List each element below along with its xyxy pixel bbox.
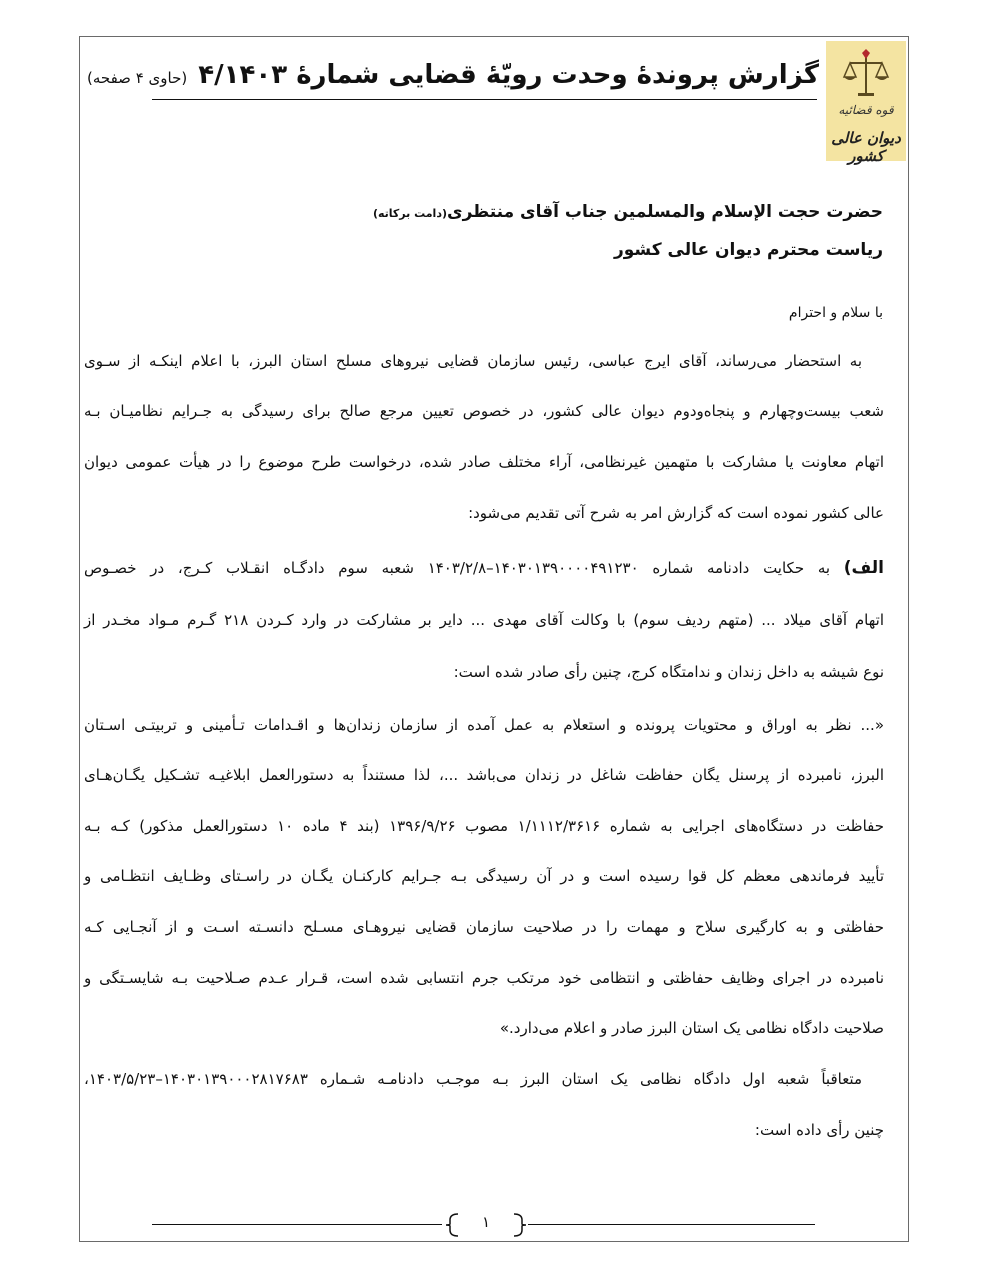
body-line: اتهام آقای میلاد ... (متهم ردیف سوم) با وکالت آقای مهدی ... دایر بر مشارکت در وارد کـردن ۲۱۸ گـرم مـواد مخـدر از [84, 611, 884, 629]
body-line: متعاقباً شعبه اول دادگاه نظامی یک استان البرز بـه موجـب دادنامـه شـماره ۱۴۰۳۰۱۳۹۰۰۰۲۸۱۷۶۸۳–۱۴۰۳/۵/۲۳، [84, 1070, 862, 1088]
quoted-line: حفاظت در دستگاه‌های اجرایی به شماره ۱/۱۱۱۲/۳۶۱۶ مصوب ۱۳۹۶/۹/۲۶ (بند ۴ ماده ۱۰ دستورالعمل مذکور) کـه بـه [84, 817, 885, 835]
body-line-text: به حکایت دادنامه شماره ۱۴۰۳۰۱۳۹۰۰۰۰۴۹۱۲۳۰–۱۴۰۳/۲/۸ شعبه سوم دادگـاه انقـلاب کـرج، در خصـوص [84, 559, 831, 577]
quoted-line: صلاحیت دادگاه نظامی یک استان البرز صادر و اعلام می‌دارد.» [499, 1019, 884, 1037]
emblem-text-supreme-court: دیوان عالی کشور [831, 129, 901, 165]
addressee-name: حضرت حجت الإسلام والمسلمین جناب آقای منتظری [447, 202, 883, 222]
emblem-text-judiciary: قوه قضائیه [838, 103, 894, 117]
quoted-line: حفاظتی و به کارگیری سلاح و مهمات را در صلاحیت سازمان قضایی نیروهـای مسـلح دانسـته اسـت و از آنجـایی کـه [84, 918, 884, 936]
addressee-line [373, 202, 883, 222]
addressee-honorific: (دامت برکاته) [372, 207, 447, 220]
body-line: عالی کشور نموده است که گزارش امر به شرح آتی تقدیم می‌شود: [468, 504, 884, 522]
body-line: نوع شیشه به داخل زندان و ندامتگاه کرج، چنین رأی صادر شده است: [453, 663, 884, 681]
quoted-line: تأیید فرماندهی معظم کل قوا رسیده است و در آن رسیدگی بـه جـرایم کارکنـان یگـان در راسـتای وظـایف انتظـامی و [84, 867, 884, 885]
quoted-line: نامبرده در اجرای وظایف حفاظتی و انتظامی خود مرتکب جرم انتسابی شده است، قـرار عـدم صـلاحیت بـه شایسـتگی و [84, 969, 884, 987]
footer-rule-right [528, 1224, 815, 1225]
title-underline [152, 99, 817, 100]
body-line: شعب بیست‌وچهارم و پنجاه‌ودوم دیوان عالی کشور، در خصوص تعیین مرجع صالح برای رسیدگی به جـرایم نظامیـان بـه [84, 402, 884, 420]
title-page-count: (حاوی ۴ صفحه) [87, 69, 188, 87]
section-marker: الف) [843, 558, 884, 578]
quoted-line: «... نظر به اوراق و محتویات پرونده و استعلام به عمل آمده از سازمان زندان‌ها و اقـدامات تـأمینی و تربیتـی اسـتان [84, 716, 884, 734]
addressee-position: ریاست محترم دیوان عالی کشور [613, 240, 883, 260]
footer-rule-left [152, 1224, 442, 1225]
quoted-line: البرز، نامبرده از پرسنل یگان حفاظت شاغل در زندان می‌باشد ...، لذا مستنداً به دستورالعمل ابلاغیـه تشـکیل یگـان‌هـای [84, 766, 884, 784]
judiciary-emblem [826, 41, 906, 165]
page-number: ۱ [481, 1213, 491, 1231]
greeting: با سلام و احترام [788, 305, 883, 321]
scales-of-justice-icon [840, 49, 892, 101]
title-text: گزارش پروندهٔ وحدت رویّهٔ قضایی شمارهٔ ۴/۱۴۰۳ [198, 60, 819, 90]
body-line: اتهام معاونت یا مشارکت با متهمین غیرنظامی، آراء مختلف صادر شده، درخواست طرح موضوع را در هیأت عمومی دیوان [84, 453, 884, 471]
body-line-section-a [84, 558, 884, 578]
document-title [87, 60, 819, 90]
body-line: به استحضار می‌رساند، آقای ایرج عباسی، رئیس سازمان قضایی نیروهای مسلح استان البرز، با اعلام اینکـه از سـوی [84, 352, 862, 370]
body-line: چنین رأی داده است: [754, 1121, 884, 1139]
